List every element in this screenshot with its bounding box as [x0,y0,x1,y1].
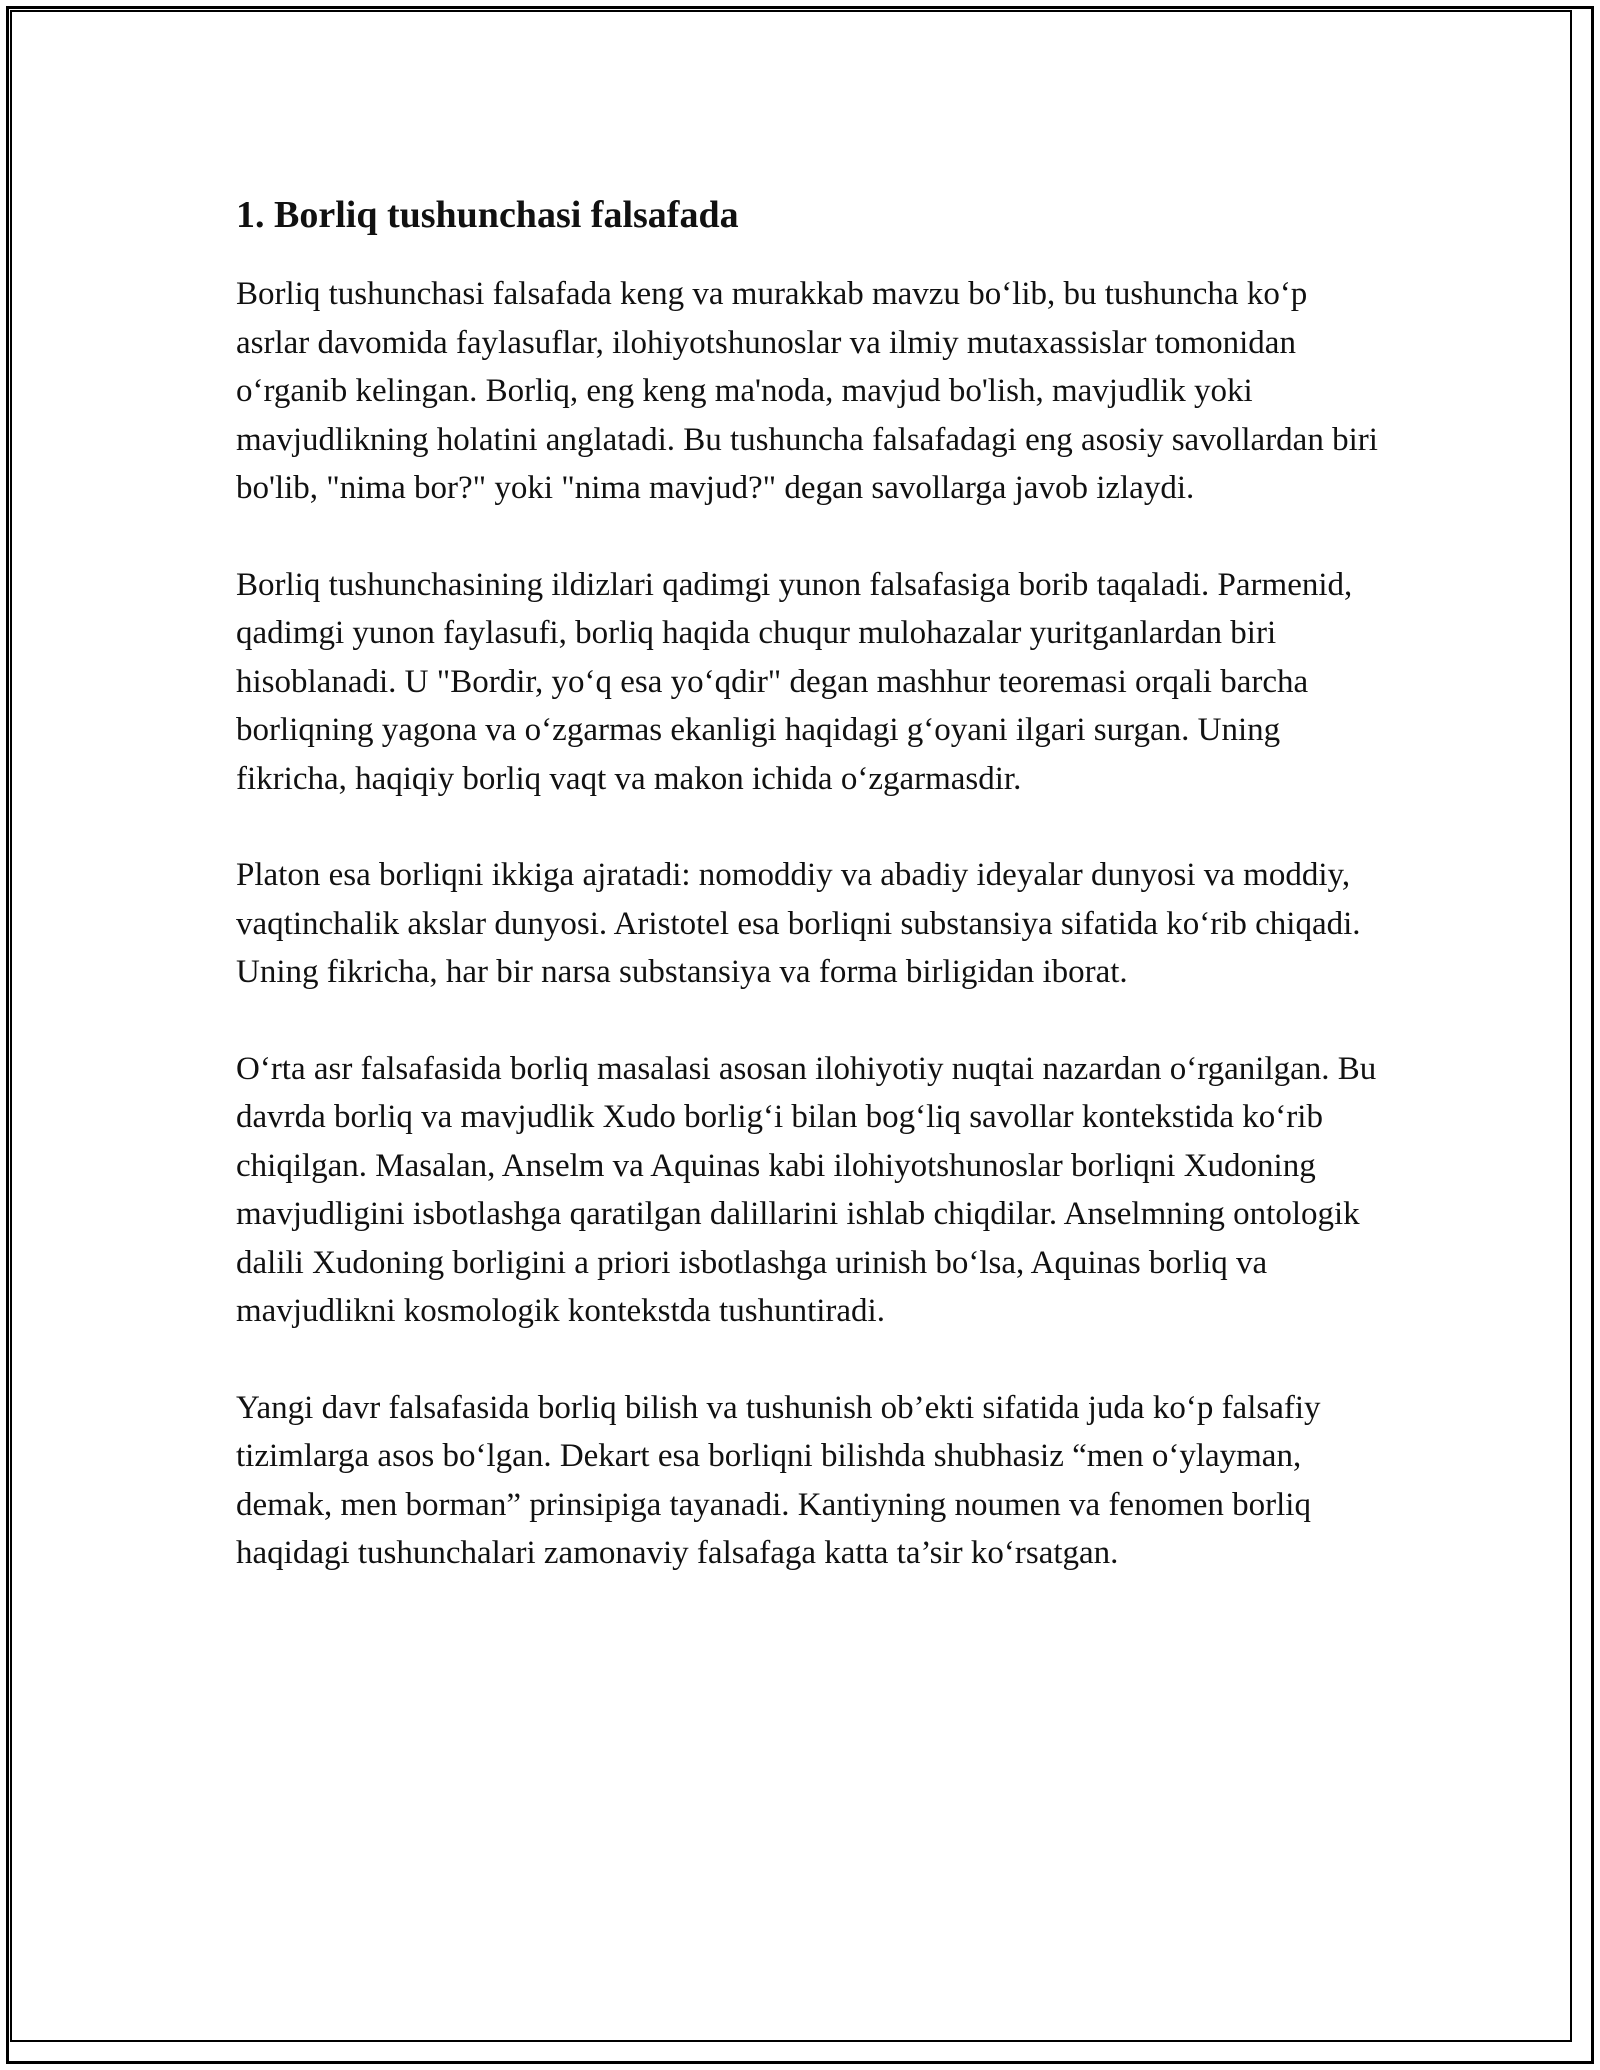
paragraph-medieval: O‘rta asr falsafasida borliq masalasi asosan ilohiyotiy nuqtai nazardan o‘rganilgan. Bu davrda borliq va mavjudlik Xudo borlig‘i bilan bog‘liq savollar kontekstida ko‘rib chiqilgan. Masalan, Anselm va Aquinas kabi ilohiyotshunoslar borliqni Xudoning mavjudligini isbotlashga qaratilgan dalillarini ishlab chiqdilar. Anselmning ontologik dalili Xudoning borligini a priori isbotlashga urinish bo‘lsa, Aquinas borliq va mavjudlikni kosmologik kontekstda tushuntiradi. [236,1050,1377,1329]
section-title: 1. Borliq tushunchasi falsafada [236,194,739,236]
paragraph-greek-roots: Borliq tushunchasining ildizlari qadimgi yunon falsafasiga borib taqaladi. Parmenid, qadimgi yunon faylasufi, borliq haqida chuqur mulohazalar yuritganlardan biri hisoblanadi. U "Bordir, yo‘q esa yo‘qdir" degan mashhur teoremasi orqali barcha borliqning yagona va o‘zgarmas ekanligi haqidagi g‘oyani ilgari surgan. Uning fikricha, haqiqiy borliq vaqt va makon ichida o‘zgarmasdir. [236,566,1353,797]
paragraph-modern: Yangi davr falsafasida borliq bilish va tushunish ob’ekti sifatida juda ko‘p falsafiy tizimlarga asos bo‘lgan. Dekart esa borliqni bilishda shubhasiz “men o‘ylayman, demak, men borman” prinsipiga tayanadi. Kantiyning noumen va fenomen borliq haqidagi tushunchalari zamonaviy falsafaga katta ta’sir ko‘rsatgan. [236,1389,1321,1571]
document-body [236,182,1386,1626]
paragraph-being-concept: Borliq tushunchasi falsafada keng va murakkab mavzu bo‘lib, bu tushuncha ko‘p asrlar davomida faylasuflar, ilohiyotshunoslar va ilmiy mutaxassislar tomonidan o‘rganib kelingan. Borliq, eng keng ma'noda, mavjud bo'lish, mavjudlik yoki mavjudlikning holatini anglatadi. Bu tushuncha falsafadagi eng asosiy savollardan biri bo'lib, "nima bor?" yoki "nima mavjud?" degan savollarga javob izlaydi. [236,276,1378,506]
paragraph-plato-aristotle: Platon esa borliqni ikkiga ajratadi: nomoddiy va abadiy ideyalar dunyosi va moddiy, vaqtinchalik akslar dunyosi. Aristotel esa borliqni substansiya sifatida ko‘rib chiqadi. Uning fikricha, har bir narsa substansiya va forma birligidan iborat. [236,857,1361,990]
